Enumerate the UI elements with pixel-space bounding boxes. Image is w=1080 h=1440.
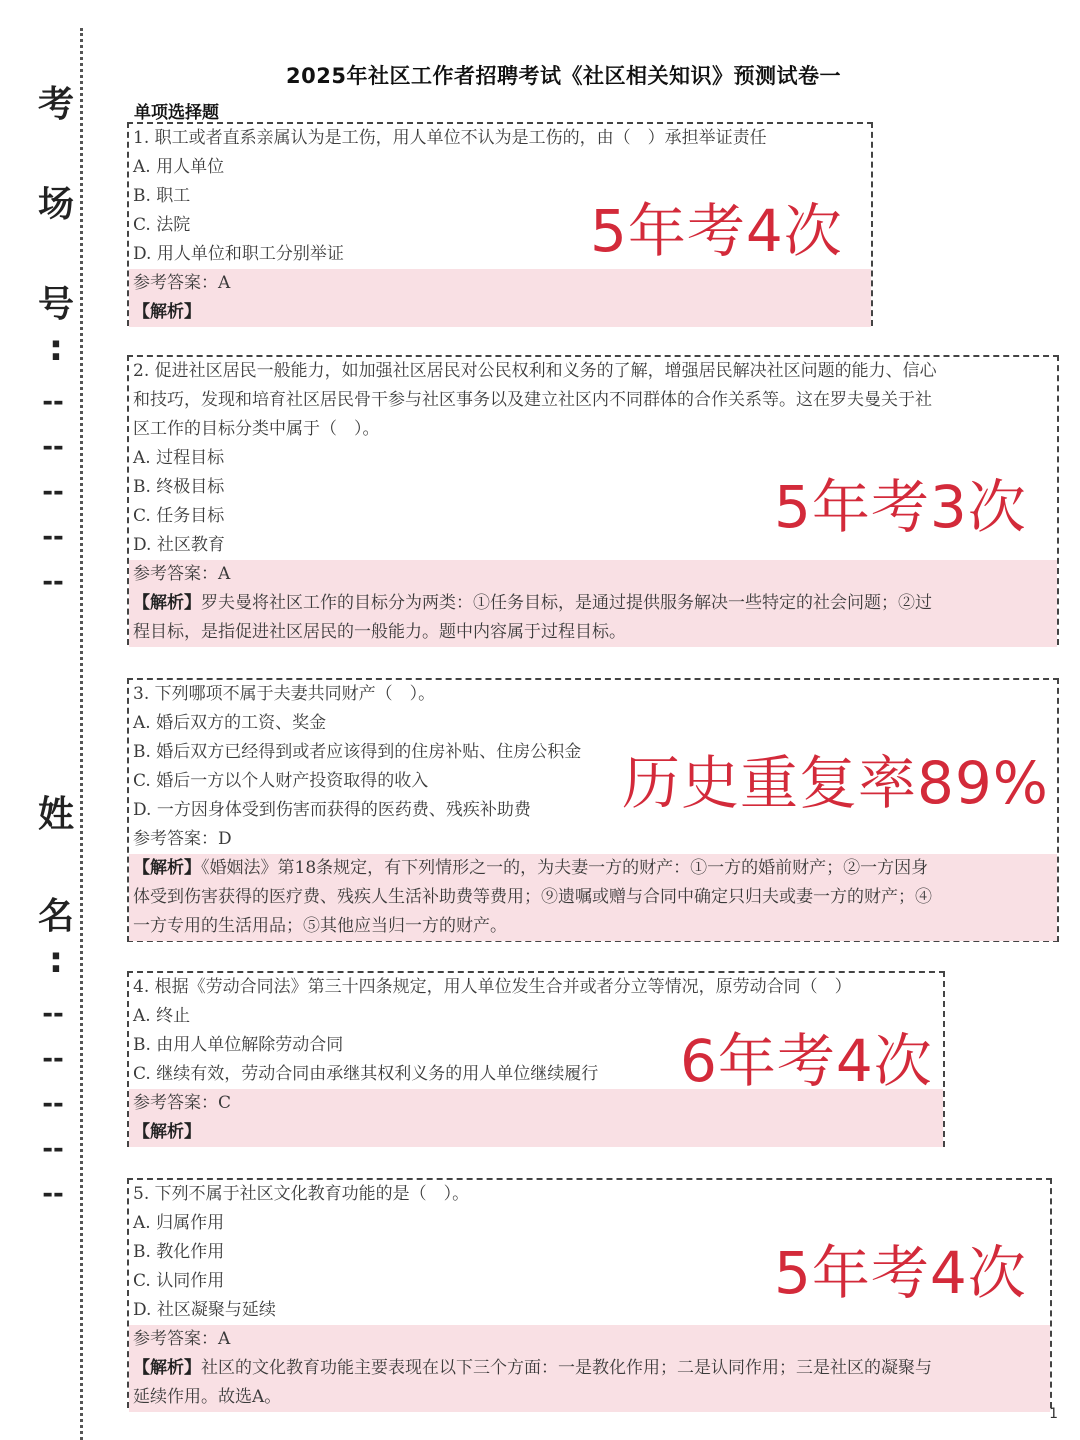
- question-text: 1. 职工或者直系亲属认为是工伤，用人单位不认为是工伤的，由（ ）承担举证责任: [133, 128, 767, 148]
- explanation-block: [129, 854, 1057, 941]
- option: A. 过程目标: [133, 448, 225, 468]
- answer-block: [129, 560, 1057, 647]
- explanation-line: 【解析】社区的文化教育功能主要表现在以下三个方面：一是教化作用；二是认同作用；三是社区的凝聚与: [133, 1358, 932, 1378]
- option: A. 归属作用: [133, 1213, 225, 1233]
- option: B. 由用人单位解除劳动合同: [133, 1035, 344, 1055]
- answer-line: 参考答案：C: [133, 1093, 232, 1113]
- binding-dotted-line: [80, 28, 83, 1440]
- option: D. 社区教育: [133, 535, 225, 555]
- frequency-stamp: 5年考4次: [774, 1239, 1027, 1307]
- name-blank: -- -- -- -- --: [42, 999, 64, 1209]
- option: B. 教化作用: [133, 1242, 225, 1262]
- option: D. 社区凝聚与延续: [133, 1300, 276, 1320]
- question-text: 3. 下列哪项不属于夫妻共同财产（ ）。: [133, 684, 436, 704]
- explanation-line: 【解析】罗夫曼将社区工作的目标分为两类：①任务目标，是通过提供服务解决一些特定的社会问题；②过: [133, 593, 932, 613]
- question-text: 2. 促进社区居民一般能力，如加强社区居民对公民权利和义务的了解，增强居民解决社区问题的能力、信心: [133, 361, 937, 381]
- explanation-line: 体受到伤害获得的医疗费、残疾人生活补助费等费用；⑨遗嘱或赠与合同中确定只归夫或妻一方的财产；④: [133, 887, 932, 907]
- option: A. 终止: [133, 1006, 191, 1026]
- frequency-stamp: 5年考3次: [774, 473, 1027, 541]
- answer-block: [129, 1325, 1050, 1412]
- question-text: 和技巧，发现和培育社区居民骨干参与社区事务以及建立社区内不同群体的合作关系等。这在罗夫曼关于社: [133, 390, 932, 410]
- exam-room-blank: -- -- -- -- --: [42, 387, 64, 597]
- explanation-line: 【解析】: [133, 1122, 201, 1142]
- option: B. 终极目标: [133, 477, 225, 497]
- answer-line: 参考答案：D: [133, 829, 232, 849]
- explanation-line: 【解析】《婚姻法》第18条规定，有下列情形之一的，为夫妻一方的财产：①一方的婚前财产；②一方因身: [133, 858, 929, 878]
- label-hao: 号: [37, 284, 74, 325]
- option: C. 婚后一方以个人财产投资取得的收入: [133, 771, 429, 791]
- option: C. 任务目标: [133, 506, 225, 526]
- section-label: 单项选择题: [134, 103, 219, 123]
- answer-block: [129, 269, 871, 327]
- option: D. 用人单位和职工分别举证: [133, 244, 344, 264]
- question-text: 区工作的目标分类中属于（ ）。: [133, 419, 380, 439]
- frequency-stamp: 6年考4次: [680, 1027, 933, 1095]
- page-number: 1: [1049, 1406, 1058, 1422]
- explanation-line: 延续作用。故选A。: [133, 1387, 282, 1407]
- answer-line: 参考答案：A: [133, 273, 231, 293]
- frequency-stamp: 历史重复率89%: [618, 736, 1053, 820]
- answer-line: 参考答案：A: [133, 1329, 231, 1349]
- answer-line: 参考答案：A: [133, 564, 231, 584]
- label-xing: 姓: [37, 794, 74, 835]
- label-colon-1: :: [48, 328, 64, 369]
- option: A. 婚后双方的工资、奖金: [133, 713, 327, 733]
- explanation-line: 【解析】: [133, 302, 201, 322]
- explanation-line: 程目标，是指促进社区居民的一般能力。题中内容属于过程目标。: [133, 622, 626, 642]
- option: A. 用人单位: [133, 157, 225, 177]
- label-chang: 场: [37, 184, 74, 225]
- option: D. 一方因身体受到伤害而获得的医药费、残疾补助费: [133, 800, 531, 820]
- option: B. 婚后双方已经得到或者应该得到的住房补贴、住房公积金: [133, 742, 582, 762]
- frequency-stamp: 5年考4次: [590, 197, 843, 265]
- label-ming: 名: [37, 896, 74, 937]
- explanation-line: 一方专用的生活用品；⑤其他应当归一方的财产。: [133, 916, 507, 936]
- option: C. 认同作用: [133, 1271, 225, 1291]
- option: B. 职工: [133, 186, 191, 206]
- label-kao: 考: [37, 84, 74, 125]
- option: C. 继续有效，劳动合同由承继其权利义务的用人单位继续履行: [133, 1064, 599, 1084]
- option: C. 法院: [133, 215, 191, 235]
- page-title: 2025年社区工作者招聘考试《社区相关知识》预测试卷一: [286, 64, 841, 88]
- question-text: 5. 下列不属于社区文化教育功能的是（ ）。: [133, 1184, 470, 1204]
- question-text: 4. 根据《劳动合同法》第三十四条规定，用人单位发生合并或者分立等情况，原劳动合同（ ）: [133, 977, 852, 997]
- label-colon-2: :: [48, 940, 64, 981]
